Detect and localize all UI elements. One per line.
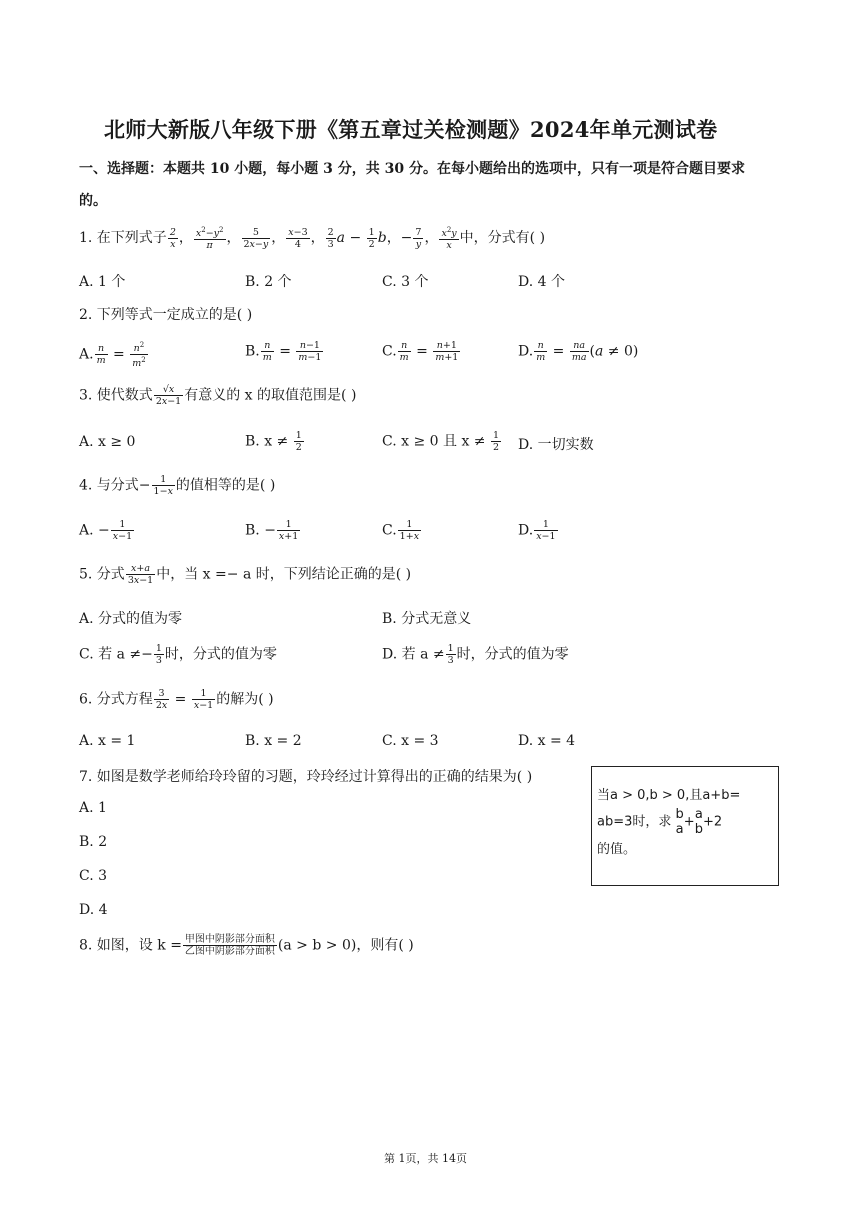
q4-option-a-label: A. − xyxy=(79,522,110,539)
q2-option-c[interactable]: C. $\frac{n}{m}$ = $\frac{n+1}{m+1}$ xyxy=(382,340,459,363)
q3-option-c-text: C. x ≥ 0 且 x ≠ xyxy=(382,433,486,450)
question-4-stem: 4. 与分式− $\frac{1}{1-x}$ 的值相等的是( ) xyxy=(79,474,276,497)
figure-line-2-text: ab=3时，求 xyxy=(597,814,672,830)
q5-option-c-prefix: C. 若 a ≠− xyxy=(79,646,153,663)
figure-line-2: ab=3时，求 b a + a b +2 xyxy=(597,807,723,837)
q5-option-c-suffix: 时，分式的值为零 xyxy=(164,646,277,663)
q7-option-b[interactable]: B. 2 xyxy=(79,834,108,850)
question-4-suffix: 的值相等的是( ) xyxy=(175,477,276,494)
figure-line-1: 当a > 0,b > 0,且a+b= xyxy=(597,788,741,803)
q4-option-c-label: C. xyxy=(382,522,397,539)
q1-option-c[interactable]: C. 3 个 xyxy=(382,274,429,290)
question-3-suffix: 有意义的 x 的取值范围是( ) xyxy=(184,387,357,404)
q8-numerator: 甲图中阴影部分面积 xyxy=(184,934,275,945)
q7-option-a[interactable]: A. 1 xyxy=(79,800,107,816)
question-7-stem: 7. 如图是数学老师给玲玲留的习题，玲玲经过计算得出的正确的结果为( ) xyxy=(79,769,533,785)
q6-option-d[interactable]: D. x = 4 xyxy=(518,733,576,749)
q2-option-a[interactable]: A. $\frac{n}{m}$ = $\frac{n^2}{m^2}$ xyxy=(79,341,146,370)
q1-option-a[interactable]: A. 1 个 xyxy=(79,274,126,290)
q6-option-a[interactable]: A. x = 1 xyxy=(79,733,136,749)
q2-option-b-label: B. xyxy=(245,343,260,360)
page-footer: 第 1页，共 14页 xyxy=(384,1152,467,1165)
q2-option-d[interactable]: D. $\frac{n}{m}$ = $\frac{na}{ma}$ (a ≠ 0) xyxy=(518,340,639,363)
q7-option-d[interactable]: D. 4 xyxy=(79,902,108,918)
question-1-stem: 1. 在下列式子 $\frac{2}{x}$ ， $\frac{x^2-y^2}{\pi}$ ， $\frac{5}{2x-y}$ ， $\frac{x-3}{4}$ ， $\frac{2}{3}$ a − $\frac{1}{2}$ b，− $\frac{7}{y}$ ， $\frac{x^2y}{x}$ 中，分式有( ) xyxy=(79,226,546,252)
q5-option-d[interactable]: D. 若 a ≠ $\frac{1}{3}$ 时，分式的值为零 xyxy=(382,643,569,666)
q4-option-b[interactable]: B. − $\frac{1}{x+1}$ xyxy=(245,519,299,542)
question-2-stem: 2. 下列等式一定成立的是( ) xyxy=(79,307,253,323)
q1-option-b[interactable]: B. 2 个 xyxy=(245,274,292,290)
q5-option-c[interactable]: C. 若 a ≠− $\frac{1}{3}$ 时，分式的值为零 xyxy=(79,643,277,666)
question-5-stem: 5. 分式 $\frac{x+a}{3x-1}$ 中，当 x =− a 时，下列结论正确的是( ) xyxy=(79,563,412,586)
q4-option-d[interactable]: D. $\frac{1}{x-1}$ xyxy=(518,519,556,542)
question-1-suffix: 中，分式有( ) xyxy=(459,230,546,247)
section-heading-line1: 一、选择题：本题共 10 小题，每小题 3 分，共 30 分。在每小题给出的选项中，只有一项是符合题目要求 xyxy=(79,161,745,177)
q6-option-b[interactable]: B. x = 2 xyxy=(245,733,302,749)
question-3-stem: 3. 使代数式 $\frac{√x}{2x-1}$ 有意义的 x 的取值范围是( ) xyxy=(79,384,357,407)
q4-option-c[interactable]: C. $\frac{1}{1+x}$ xyxy=(382,519,420,542)
question-8-stem xyxy=(79,934,414,957)
question-8-prefix: 8. 如图，设 k = xyxy=(79,937,182,954)
question-4-prefix: 4. 与分式− xyxy=(79,477,151,494)
question-6-prefix: 6. 分式方程 xyxy=(79,691,153,708)
question-1-prefix: 1. 在下列式子 xyxy=(79,230,167,247)
q3-option-c[interactable]: C. x ≥ 0 且 x ≠ $\frac{1}{2}$ xyxy=(382,430,500,453)
question-6-stem: 6. 分式方程 $\frac{3}{2x}$ = $\frac{1}{x-1}$ 的解为( ) xyxy=(79,688,274,711)
q5-option-d-suffix: 时，分式的值为零 xyxy=(456,646,569,663)
question-5-suffix: 中，当 x =− a 时，下列结论正确的是( ) xyxy=(156,566,412,583)
q7-option-c[interactable]: C. 3 xyxy=(79,868,108,884)
question-6-suffix: 的解为( ) xyxy=(216,691,274,708)
q2-option-d-label: D. xyxy=(518,343,534,360)
figure-line-2-tail: +2 xyxy=(702,814,723,830)
q1-option-d[interactable]: D. 4 个 xyxy=(518,274,565,290)
q4-option-b-label: B. − xyxy=(245,522,276,539)
q5-option-a[interactable]: A. 分式的值为零 xyxy=(79,611,183,627)
q6-option-c[interactable]: C. x = 3 xyxy=(382,733,439,749)
section-heading-line2: 的。 xyxy=(79,193,107,209)
q4-option-d-label: D. xyxy=(518,522,534,539)
figure-line-3: 的值。 xyxy=(597,842,637,857)
q4-option-a[interactable]: A. − $\frac{1}{x-1}$ xyxy=(79,519,133,542)
q2-option-a-label: A. xyxy=(79,346,94,363)
q3-option-d[interactable]: D. 一切实数 xyxy=(518,437,594,453)
question-3-prefix: 3. 使代数式 xyxy=(79,387,153,404)
q3-option-b-text: B. x ≠ xyxy=(245,433,289,450)
q3-option-a[interactable]: A. x ≥ 0 xyxy=(79,434,136,450)
question-5-prefix: 5. 分式 xyxy=(79,566,125,583)
exercise-figure xyxy=(591,766,779,886)
q5-option-b[interactable]: B. 分式无意义 xyxy=(382,611,472,627)
q5-option-d-prefix: D. 若 a ≠ xyxy=(382,646,445,663)
q2-option-b[interactable]: B. $\frac{n}{m}$ = $\frac{n-1}{m-1}$ xyxy=(245,340,322,363)
q2-option-c-label: C. xyxy=(382,343,397,360)
page-title: 北师大新版八年级下册《第五章过关检测题》2024年单元测试卷 xyxy=(104,117,718,142)
question-8-suffix: (a > b > 0)，则有( ) xyxy=(277,937,414,954)
q8-denominator: 乙图中阴影部分面积 xyxy=(184,946,275,957)
q3-option-b[interactable]: B. x ≠ $\frac{1}{2}$ xyxy=(245,430,302,453)
